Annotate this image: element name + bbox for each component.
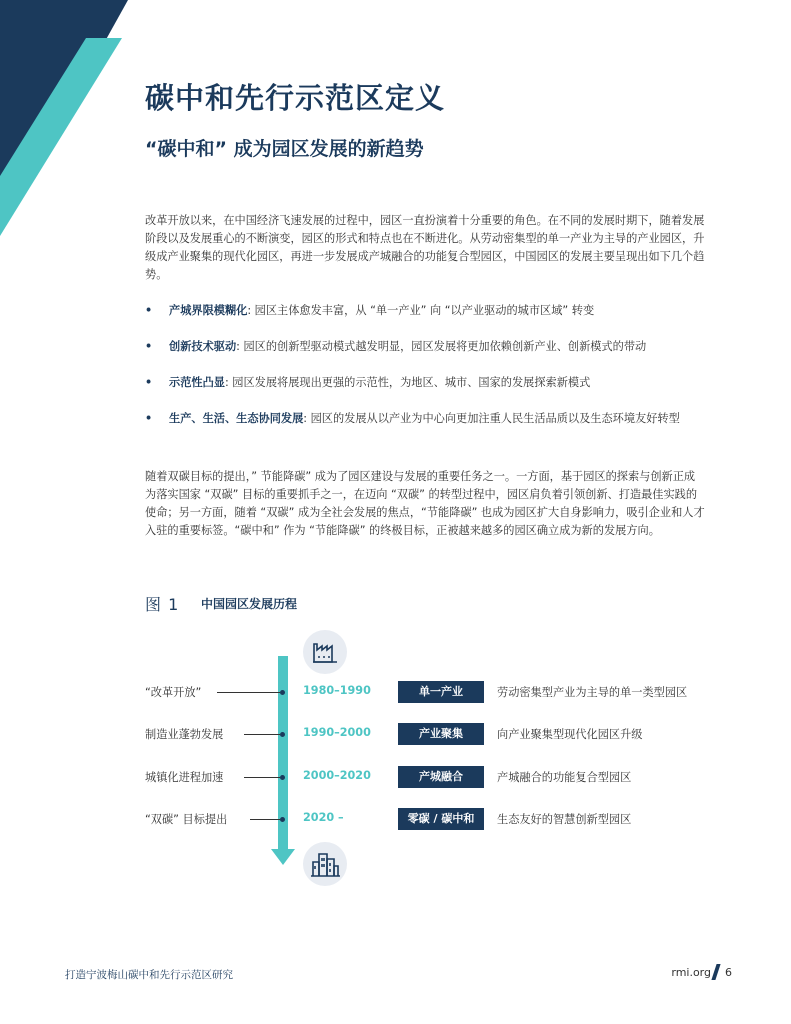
timeline-label: 城镇化进程加速	[145, 771, 224, 784]
timeline-desc: 生态友好的智慧创新型园区	[497, 813, 632, 826]
corner-decoration	[0, 0, 130, 240]
timeline-tag: 单一产业	[398, 681, 484, 703]
timeline-dot	[280, 690, 285, 695]
leader-line	[250, 819, 280, 820]
timeline-desc: 劳动密集型产业为主导的单一类型园区	[497, 686, 688, 699]
list-item	[145, 374, 745, 410]
timeline-row	[0, 681, 791, 703]
bullet-term: 创新技术驱动	[169, 340, 237, 353]
timeline-dot	[280, 817, 285, 822]
page-subtitle: “碳中和” 成为园区发展的新趋势	[145, 138, 424, 160]
list-item	[145, 410, 745, 446]
timeline-row	[0, 808, 791, 830]
list-item	[145, 338, 745, 374]
bullet-icon: •	[145, 412, 153, 425]
footer-site-link[interactable]: rmi.org	[671, 966, 711, 979]
timeline-years: 2020 –	[303, 811, 344, 824]
bullet-icon: •	[145, 376, 153, 389]
page-number: 6	[725, 966, 732, 979]
timeline-row	[0, 723, 791, 745]
timeline-dot	[280, 732, 285, 737]
dual-carbon-paragraph: 随着双碳目标的提出，” 节能降碳” 成为了园区建设与发展的重要任务之一。一方面，基于园区的探索与创新正成为落实国家 “双碳” 目标的重要抓手之一，在迈向 “双碳” 的转型过程中，园区肩负着引领创新、打造最佳实践的使命；另一方面，随着 “双碳” 成为全社会发展的焦点，“节能降碳” 也成为园区扩大自身影响力，吸引企业和人才入驻的重要标签。“碳中和” 作为 “节能降碳” 的终极目标，正被越来越多的园区确立成为新的发展方向。	[145, 470, 705, 537]
timeline-desc: 产城融合的功能复合型园区	[497, 771, 632, 784]
trend-list	[145, 302, 745, 446]
bullet-text: : 园区的创新型驱动模式越发明显，园区发展将更加依赖创新产业、创新模式的带动	[236, 340, 647, 353]
factory-icon	[303, 630, 347, 674]
list-item	[145, 302, 745, 338]
timeline-tag: 零碳 / 碳中和	[398, 808, 484, 830]
leader-line	[217, 692, 280, 693]
leader-line	[244, 777, 280, 778]
timeline-row	[0, 766, 791, 788]
timeline-dot	[280, 775, 285, 780]
bullet-term: 生产、生活、生态协同发展	[169, 412, 304, 425]
bullet-icon: •	[145, 340, 153, 353]
city-buildings-icon	[303, 842, 347, 886]
timeline-desc: 向产业聚集型现代化园区升级	[497, 728, 643, 741]
timeline-label: “双碳” 目标提出	[145, 813, 228, 826]
bullet-term: 产城界限模糊化	[169, 304, 248, 317]
intro-paragraph: 改革开放以来，在中国经济飞速发展的过程中，园区一直扮演着十分重要的角色。在不同的发展时期下，随着发展阶段以及发展重心的不断演变，园区的形式和特点也在不断进化。从劳动密集型的单一产业为主导的产业园区，升级成产业聚集的现代化园区，再进一步发展成产城融合的功能复合型园区，中国园区的发展主要呈现出如下几个趋势。	[145, 214, 705, 281]
bullet-term: 示范性凸显	[169, 376, 225, 389]
timeline-years: 1990–2000	[303, 726, 371, 739]
timeline-arrow-icon	[271, 849, 295, 865]
timeline-tag: 产业聚集	[398, 723, 484, 745]
timeline-label: “改革开放”	[145, 686, 202, 699]
figure-title: 中国园区发展历程	[201, 597, 298, 611]
timeline-tag: 产城融合	[398, 766, 484, 788]
timeline-years: 1980–1990	[303, 684, 371, 697]
timeline-years: 2000–2020	[303, 769, 371, 782]
leader-line	[244, 734, 280, 735]
figure-number: 图 1	[145, 595, 180, 614]
bullet-icon: •	[145, 304, 153, 317]
bullet-text: : 园区的发展从以产业为中心向更加注重人民生活品质以及生态环境友好转型	[303, 412, 680, 425]
page-title: 碳中和先行示范区定义	[145, 81, 446, 115]
timeline-label: 制造业蓬勃发展	[145, 728, 224, 741]
footer-divider	[711, 964, 720, 980]
bullet-text: : 园区发展将展现出更强的示范性，为地区、城市、国家的发展探索新模式	[224, 376, 591, 389]
footer-report-title: 打造宁波梅山碳中和先行示范区研究	[65, 969, 233, 981]
bullet-text: : 园区主体愈发丰富，从 “单一产业” 向 “以产业驱动的城市区域” 转变	[247, 304, 595, 317]
